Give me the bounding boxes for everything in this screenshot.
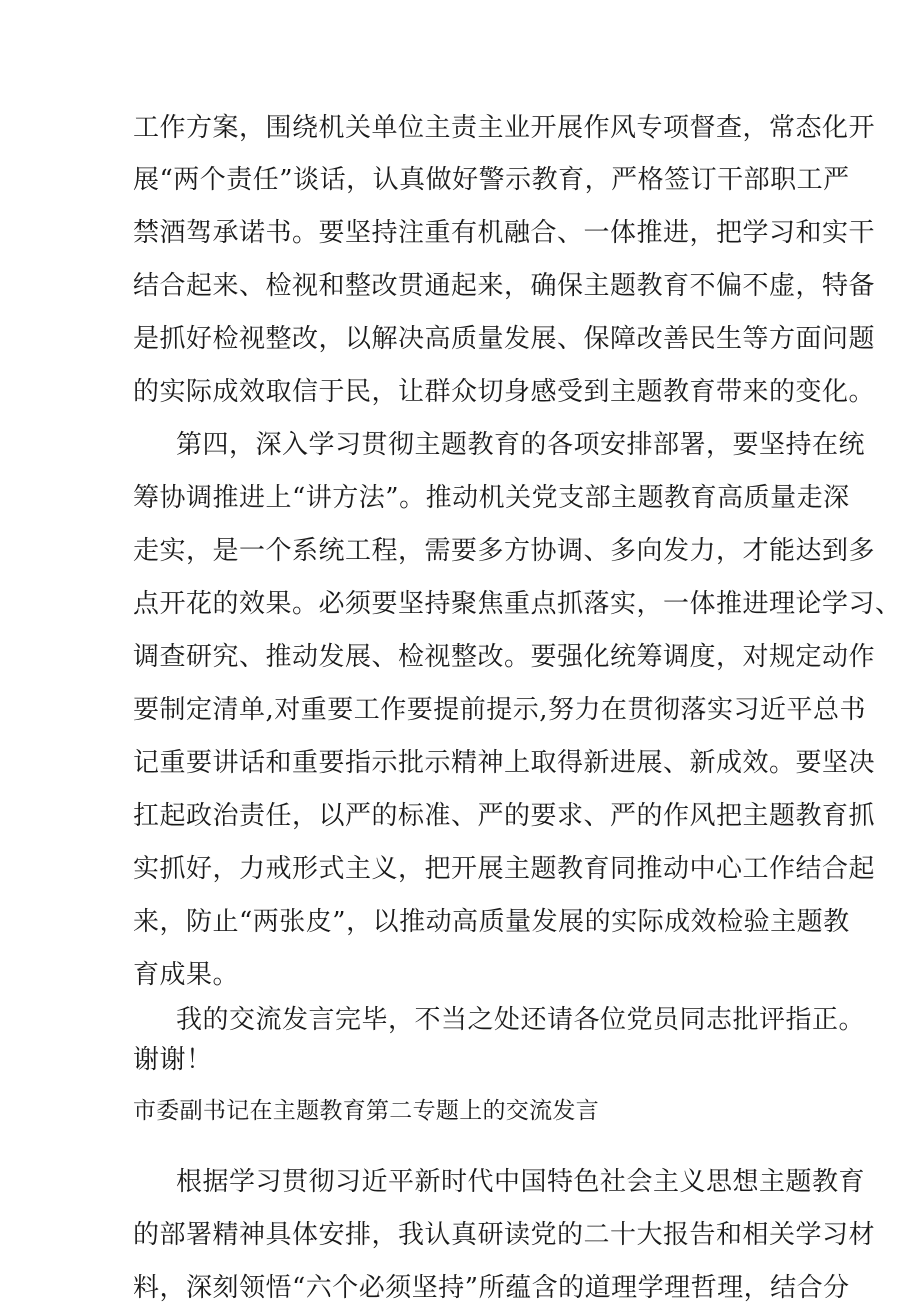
paragraph-line: 实抓好，力戒形式主义，把开展主题教育同推动中心工作结合起 <box>133 854 876 884</box>
paragraph-line: 根据学习贯彻习近平新时代中国特色社会主义思想主题教育 <box>176 1167 866 1197</box>
section-title: 市委副书记在主题教育第二专题上的交流发言 <box>133 1098 599 1124</box>
paragraph-line: 调查研究、推动发展、检视整改。要强化统筹调度，对规定动作 <box>133 642 876 672</box>
paragraph-line: 谢谢！ <box>133 1045 213 1075</box>
paragraph-line: 是抓好检视整改，以解决高质量发展、保障改善民生等方面问题 <box>133 324 876 354</box>
paragraph-line: 育成果。 <box>133 960 240 990</box>
paragraph-line: 展“两个责任”谈话，认真做好警示教育，严格签订干部职工严 <box>133 165 850 195</box>
paragraph-line: 扛起政治责任，以严的标准、严的要求、严的作风把主题教育抓 <box>133 801 876 831</box>
paragraph-line: 第四，深入学习贯彻主题教育的各项安排部署，要坚持在统 <box>176 430 866 460</box>
paragraph-line: 禁酒驾承诺书。要坚持注重有机融合、一体推进，把学习和实干 <box>133 218 876 248</box>
paragraph-line: 要制定清单,对重要工作要提前提示,努力在贯彻落实习近平总书 <box>133 695 867 725</box>
paragraph-line: 结合起来、检视和整改贯通起来，确保主题教育不偏不虚，特备 <box>133 271 876 301</box>
paragraph-line: 料，深刻领悟“六个必须坚持”所蕴含的道理学理哲理，结合分 <box>133 1273 850 1303</box>
paragraph-line: 记重要讲话和重要指示批示精神上取得新进展、新成效。要坚决 <box>133 748 876 778</box>
paragraph-line: 来，防止“两张皮”，以推动高质量发展的实际成效检验主题教 <box>133 907 850 937</box>
paragraph-line: 走实，是一个系统工程，需要多方协调、多向发力，才能达到多 <box>133 536 876 566</box>
paragraph-line: 筹协调推进上“讲方法”。推动机关党支部主题教育高质量走深 <box>133 483 850 513</box>
paragraph-line: 点开花的效果。必须要坚持聚焦重点抓落实，一体推进理论学习、 <box>133 589 902 619</box>
paragraph-line: 的实际成效取信于民，让群众切身感受到主题教育带来的变化。 <box>133 377 876 407</box>
paragraph-line: 工作方案，围绕机关单位主责主业开展作风专项督查，常态化开 <box>133 113 876 143</box>
paragraph-line: 的部署精神具体安排，我认真研读党的二十大报告和相关学习材 <box>133 1220 876 1250</box>
paragraph-line: 我的交流发言完毕，不当之处还请各位党员同志批评指正。 <box>176 1005 866 1035</box>
